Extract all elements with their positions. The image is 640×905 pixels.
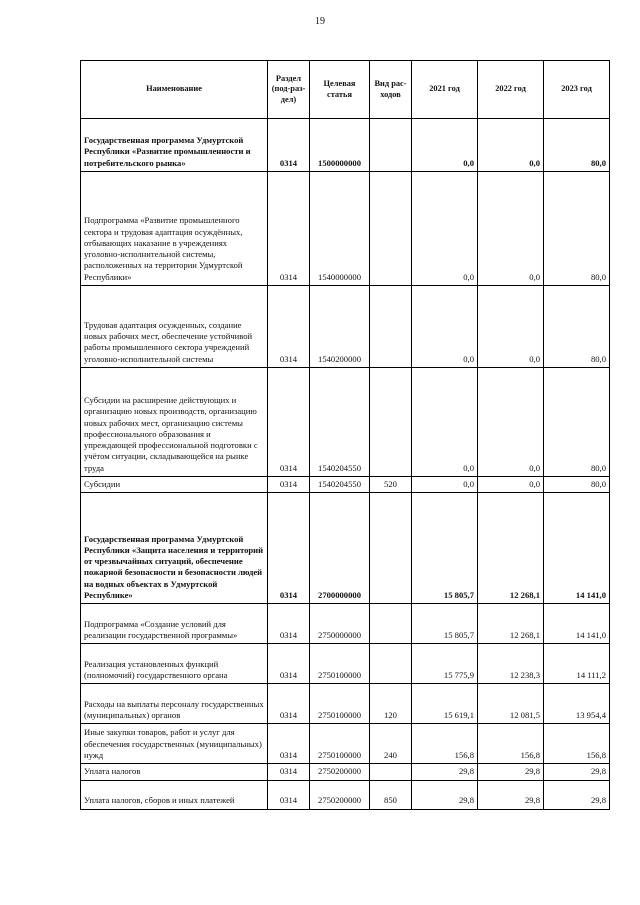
cell-expense: 240 (370, 724, 412, 764)
cell-target: 2750100000 (310, 684, 370, 724)
cell-y2022: 0,0 (478, 172, 544, 286)
cell-name: Подпрограмма «Развитие промышленного сектора и трудовая адаптация осуждённых, отбывающих наказание в учреждениях уголовно-исполнительной системы, расположенных на территории Удмуртской Республики» (81, 172, 268, 286)
cell-y2021: 0,0 (412, 172, 478, 286)
cell-name: Субсидии (81, 477, 268, 493)
cell-y2022: 29,8 (478, 764, 544, 780)
cell-y2022: 0,0 (478, 119, 544, 172)
cell-section: 0314 (268, 119, 310, 172)
cell-y2023: 29,8 (544, 764, 610, 780)
cell-name: Уплата налогов, сборов и иных платежей (81, 780, 268, 809)
cell-target: 2750000000 (310, 604, 370, 644)
header-2023: 2023 год (544, 61, 610, 119)
cell-y2021: 0,0 (412, 286, 478, 368)
cell-y2023: 14 141,0 (544, 604, 610, 644)
cell-target: 2750100000 (310, 724, 370, 764)
header-section: Раздел (под-раз-дел) (268, 61, 310, 119)
page-number: 19 (315, 16, 325, 27)
header-expense-type: Вид рас-ходов (370, 61, 412, 119)
cell-y2021: 0,0 (412, 477, 478, 493)
cell-y2022: 12 268,1 (478, 493, 544, 604)
cell-section: 0314 (268, 644, 310, 684)
cell-expense (370, 172, 412, 286)
cell-y2023: 156,8 (544, 724, 610, 764)
cell-target: 2700000000 (310, 493, 370, 604)
cell-y2023: 14 111,2 (544, 644, 610, 684)
cell-name: Иные закупки товаров, работ и услуг для обеспечения государственных (муниципальных) нужд (81, 724, 268, 764)
cell-section: 0314 (268, 684, 310, 724)
budget-table (80, 60, 610, 810)
cell-y2022: 29,8 (478, 780, 544, 809)
cell-y2023: 29,8 (544, 780, 610, 809)
cell-y2023: 80,0 (544, 477, 610, 493)
cell-name: Субсидии на расширение действующих и организацию новых производств, организацию новых рабочих мест, организацию системы профессионального образования и упреждающей профессиональной подготовки с учётом ситуации, складывающейся на рынке труда (81, 368, 268, 477)
table-body (81, 119, 610, 810)
table-header-row (81, 61, 610, 119)
cell-y2023: 80,0 (544, 119, 610, 172)
table-row (81, 724, 610, 764)
cell-section: 0314 (268, 286, 310, 368)
cell-y2022: 12 238,3 (478, 644, 544, 684)
cell-name: Государственная программа Удмуртской Республики «Защита населения и территорий от чрезвычайных ситуаций, обеспечение пожарной безопасности и безопасности людей на водных объектах в Удмуртской Республике» (81, 493, 268, 604)
header-2021: 2021 год (412, 61, 478, 119)
cell-expense (370, 493, 412, 604)
cell-y2022: 12 268,1 (478, 604, 544, 644)
cell-expense (370, 119, 412, 172)
table-row (81, 493, 610, 604)
table-row (81, 368, 610, 477)
cell-y2023: 14 141,0 (544, 493, 610, 604)
header-2022: 2022 год (478, 61, 544, 119)
cell-section: 0314 (268, 172, 310, 286)
cell-y2021: 15 619,1 (412, 684, 478, 724)
header-name: Наименование (81, 61, 268, 119)
cell-y2022: 0,0 (478, 477, 544, 493)
cell-y2021: 15 805,7 (412, 604, 478, 644)
table-row (81, 477, 610, 493)
cell-expense (370, 368, 412, 477)
table-row (81, 644, 610, 684)
table-row (81, 764, 610, 780)
cell-expense: 120 (370, 684, 412, 724)
cell-y2021: 0,0 (412, 368, 478, 477)
table-row (81, 286, 610, 368)
cell-name: Расходы на выплаты персоналу государственных (муниципальных) органов (81, 684, 268, 724)
cell-y2023: 13 954,4 (544, 684, 610, 724)
table-row (81, 119, 610, 172)
cell-name: Подпрограмма «Создание условий для реализации государственной программы» (81, 604, 268, 644)
cell-target: 1540204550 (310, 368, 370, 477)
cell-y2021: 15 805,7 (412, 493, 478, 604)
cell-y2021: 15 775,9 (412, 644, 478, 684)
cell-y2021: 156,8 (412, 724, 478, 764)
cell-name: Реализация установленных функций (полномочий) государственного органа (81, 644, 268, 684)
cell-target: 2750200000 (310, 764, 370, 780)
cell-name: Уплата налогов (81, 764, 268, 780)
cell-target: 2750200000 (310, 780, 370, 809)
cell-target: 1540000000 (310, 172, 370, 286)
cell-y2021: 29,8 (412, 780, 478, 809)
table-row (81, 780, 610, 809)
table-row (81, 172, 610, 286)
cell-expense: 850 (370, 780, 412, 809)
header-target: Целевая статья (310, 61, 370, 119)
cell-name: Трудовая адаптация осужденных, создание новых рабочих мест, обеспечение устойчивой работы промышленного сектора учреждений уголовно-исполнительной системы (81, 286, 268, 368)
cell-expense (370, 286, 412, 368)
cell-section: 0314 (268, 477, 310, 493)
cell-expense: 520 (370, 477, 412, 493)
cell-expense (370, 764, 412, 780)
cell-name: Государственная программа Удмуртской Республики «Развитие промышленности и потребительского рынка» (81, 119, 268, 172)
cell-y2021: 29,8 (412, 764, 478, 780)
cell-y2022: 156,8 (478, 724, 544, 764)
cell-section: 0314 (268, 724, 310, 764)
cell-y2023: 80,0 (544, 172, 610, 286)
cell-expense (370, 644, 412, 684)
cell-target: 1540200000 (310, 286, 370, 368)
cell-section: 0314 (268, 368, 310, 477)
cell-target: 1500000000 (310, 119, 370, 172)
cell-y2022: 0,0 (478, 368, 544, 477)
cell-y2023: 80,0 (544, 368, 610, 477)
cell-section: 0314 (268, 764, 310, 780)
cell-y2022: 0,0 (478, 286, 544, 368)
cell-section: 0314 (268, 493, 310, 604)
cell-section: 0314 (268, 780, 310, 809)
cell-expense (370, 604, 412, 644)
cell-y2022: 12 081,5 (478, 684, 544, 724)
cell-target: 2750100000 (310, 644, 370, 684)
table-row (81, 604, 610, 644)
cell-target: 1540204550 (310, 477, 370, 493)
cell-section: 0314 (268, 604, 310, 644)
table-row (81, 684, 610, 724)
cell-y2021: 0,0 (412, 119, 478, 172)
cell-y2023: 80,0 (544, 286, 610, 368)
